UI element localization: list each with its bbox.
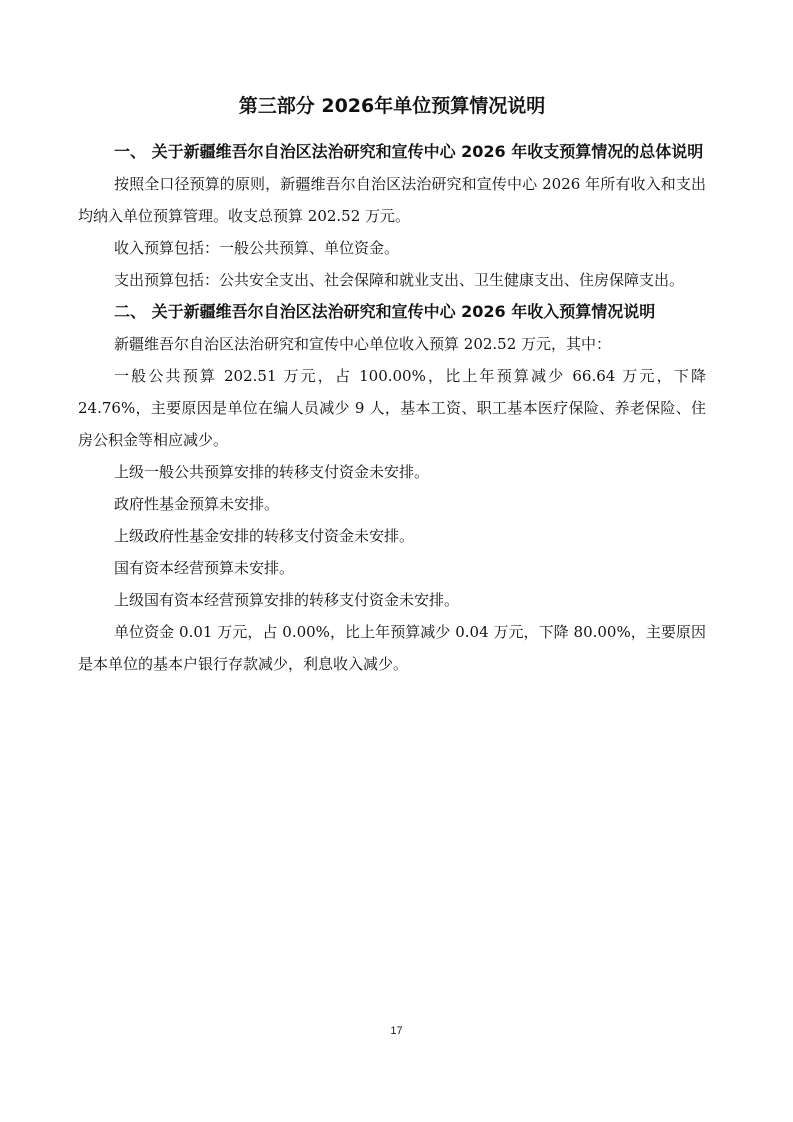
section-heading-1: 一、 关于新疆维吾尔自治区法治研究和宣传中心 2026 年收支预算情况的总体说明	[114, 142, 704, 161]
paragraph: 上级政府性基金安排的转移支付资金未安排。	[114, 527, 415, 545]
paragraph: 收入预算包括：一般公共预算、单位资金。	[114, 239, 400, 257]
page-title: 第三部分 2026年单位预算情况说明	[238, 95, 546, 117]
paragraph: 新疆维吾尔自治区法治研究和宣传中心单位收入预算 202.52 万元，其中：	[114, 335, 612, 353]
paragraph: 一般公共预算 202.51 万元，占 100.00%，比上年预算减少 66.64 万元，下降 24.76%，主要原因是单位在编人员减少 9 人，基本工资、职工基本医疗保险、养老保险、住房公积金等相应减少。	[78, 367, 706, 449]
paragraph: 上级国有资本经营预算安排的转移支付资金未安排。	[114, 591, 460, 609]
paragraph: 单位资金 0.01 万元，占 0.00%，比上年预算减少 0.04 万元，下降 80.00%，主要原因是本单位的基本户银行存款减少，利息收入减少。	[78, 623, 706, 673]
paragraph: 上级一般公共预算安排的转移支付资金未安排。	[114, 463, 430, 481]
page-number: 17	[390, 1025, 403, 1037]
document-body	[78, 88, 706, 680]
paragraph: 支出预算包括：公共安全支出、社会保障和就业支出、卫生健康支出、住房保障支出。	[114, 271, 685, 289]
paragraph: 国有资本经营预算未安排。	[114, 559, 295, 577]
paragraph: 按照全口径预算的原则，新疆维吾尔自治区法治研究和宣传中心 2026 年所有收入和支出均纳入单位预算管理。收支总预算 202.52 万元。	[78, 175, 706, 225]
paragraph: 政府性基金预算未安排。	[114, 495, 280, 513]
section-heading-2: 二、 关于新疆维吾尔自治区法治研究和宣传中心 2026 年收入预算情况说明	[114, 302, 656, 321]
